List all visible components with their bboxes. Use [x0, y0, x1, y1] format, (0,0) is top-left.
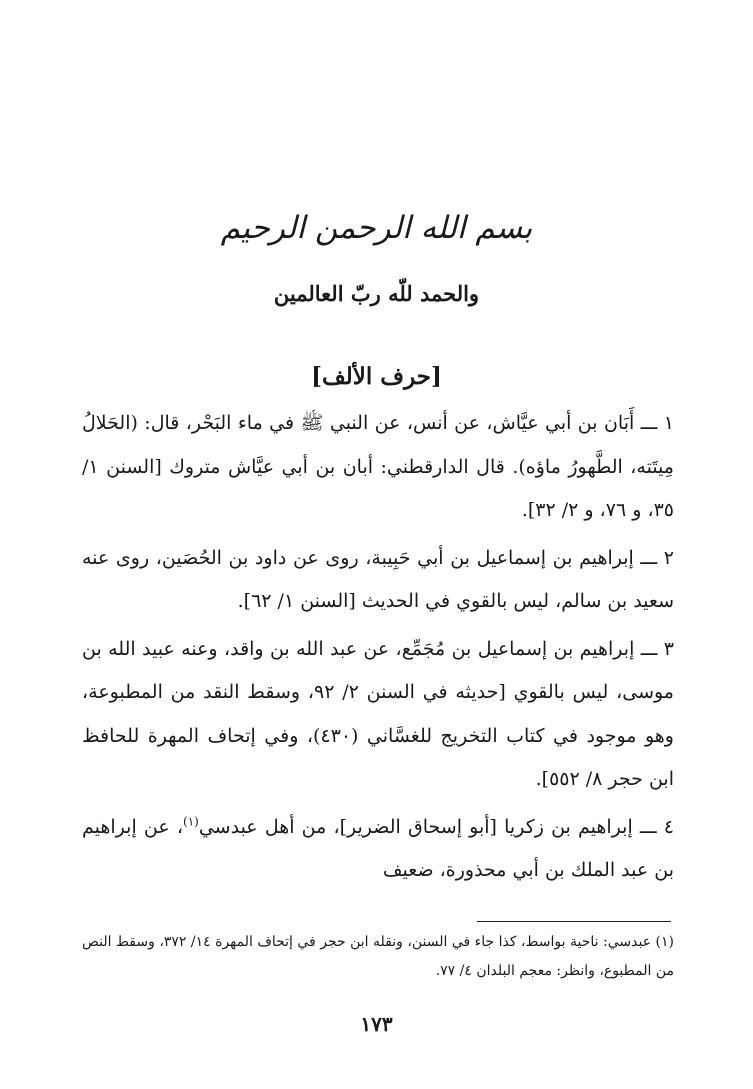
entries-body [82, 402, 674, 897]
entry-text-continued: ، عن إبراهيم بن عبد الملك بن أبي محذورة، ضعيف [82, 815, 674, 881]
entry-text: ـــ أَبَان بن أبي عيَّاش، عن أنس، عن النبي ﷺ في ماء البَحْر، قال: (الحَلالُ مِيتَته، الطَّهورُ ماؤه). قال الدارقطني: أبان بن أبي عيَّاش متروك [السنن ١/ ٣٥، و ٧٦، و ٢/ ٣٢]. [82, 412, 674, 521]
footnote-text: عبدسي: ناحية بواسط، كذا جاء في السنن، ونقله ابن حجر في إتحاف المهرة ١٤/ ٣٧٢، وسقط النص من المطبوع، وانظر: معجم البلدان ٤/ ٧٧. [82, 934, 674, 979]
section-title: [حرف الألف] [311, 363, 442, 390]
footnote-divider [477, 921, 671, 922]
entry-text: ـــ إبراهيم بن إسماعيل بن أبي حَبِيبة، روى عن داود بن الحُصَين، روى عنه سعيد بن سالم، ليس بالقوي في الحديث [السنن ١/ ٦٢]. [82, 546, 674, 612]
entry-2 [82, 537, 674, 624]
page-number: ١٧٣ [360, 1012, 393, 1036]
footnote [82, 928, 674, 986]
entry-number: ٣ [663, 637, 675, 660]
entry-number: ١ [663, 412, 675, 434]
entry-number: ٤ [663, 815, 674, 838]
entry-text: ـــ إبراهيم بن زكريا [أبو إسحاق الضرير]، من أهل عبدسي [198, 815, 657, 838]
praise-line: والحمد للّه ربّ العالمين [273, 281, 480, 306]
footnote-reference[interactable]: (١) [183, 814, 199, 829]
entry-3 [82, 628, 674, 802]
entry-1 [82, 402, 674, 533]
basmala-heading: بسم الله الرحمن الرحيم [220, 210, 533, 246]
entry-4 [82, 806, 674, 893]
footnote-marker: (١) [655, 934, 675, 950]
entry-text: ـــ إبراهيم بن إسماعيل بن مُجَمِّع، عن عبد الله بن واقد، وعنه عبيد الله بن موسى، ليس بالقوي [حديثه في السنن ٢/ ٩٢، وسقط النقد من المطبوعة، وهو موجود في كتاب التخريج للغسَّاني (٤٣٠)، وفي إتحاف المهرة للحافظ ابن حجر ٨/ ٥٥٢]. [82, 637, 674, 790]
entry-number: ٢ [663, 546, 675, 569]
